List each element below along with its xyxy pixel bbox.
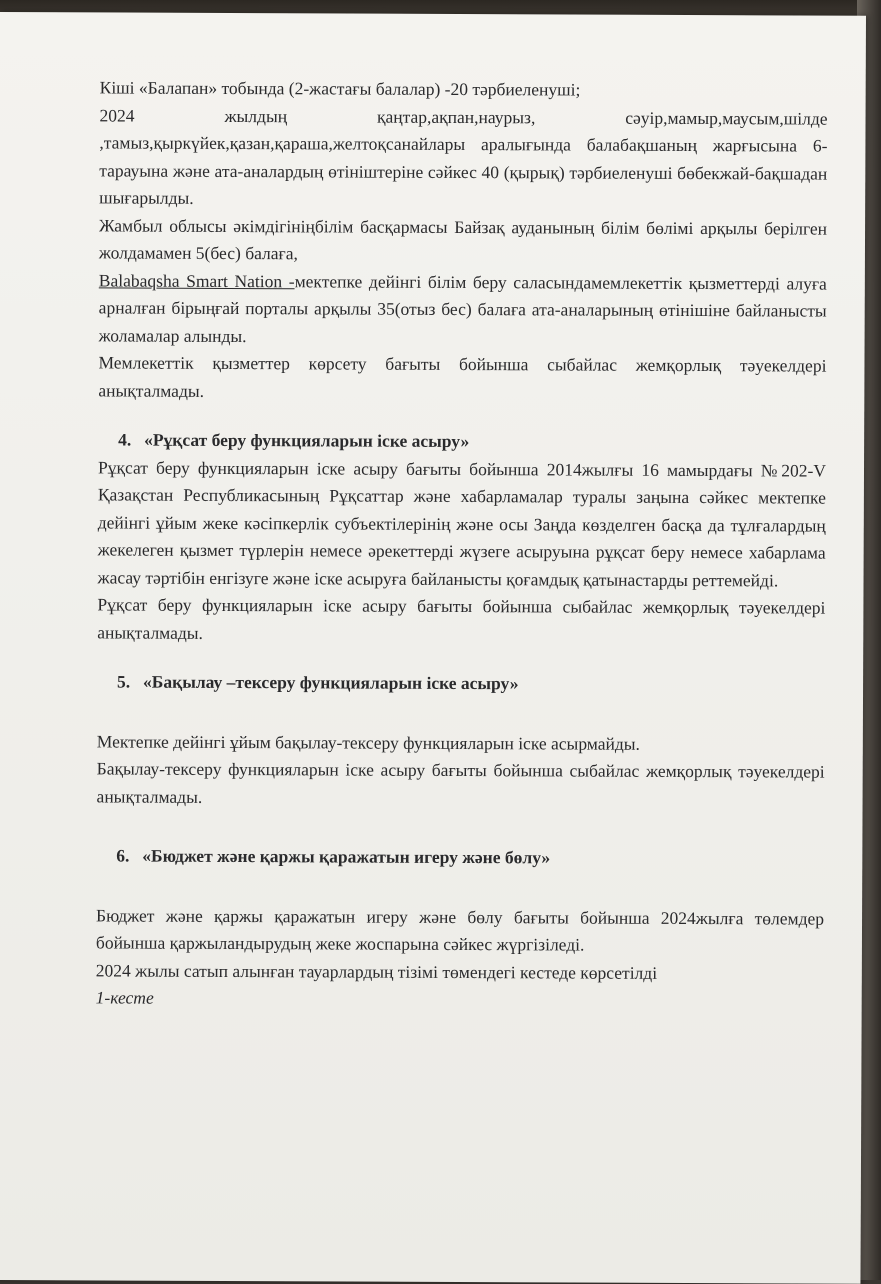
document-page <box>0 12 866 1284</box>
paragraph-group-count: Кіші «Балапан» тобында (2-жастағы балалар) -20 тәрбиеленуші; <box>99 77 581 100</box>
section-5-title: «Бақылау –тексеру функцияларын іске асыру» <box>143 671 519 694</box>
section-5-number: 5. <box>117 671 131 692</box>
spacer <box>97 646 825 671</box>
paragraph-risk-public-services: Мемлекеттік қызметтер көрсету бағыты бойынша сыбайлас жемқорлық тәуекелдері анықталмады. <box>98 352 827 401</box>
section-4-number: 4. <box>118 429 132 450</box>
portal-text: мектепке дейінгі білім беру саласындамемлекеттік қызметтерді алуға арналған бірыңғай порталы арқылы 35(отыз бес) балаға ата-аналарының өтінішіне байланысты жоламалар алынды. <box>98 270 827 346</box>
section-5-heading <box>97 668 825 699</box>
paragraph-portal <box>99 267 827 353</box>
section-4-heading <box>98 426 826 457</box>
spacer <box>97 696 825 731</box>
section-6-body: Бюджет және қаржы қаражатын игеру және бөлу бағыты бойынша 2024жылға төлемдер бойынша қаржыландырудың жеке жоспарына сәйкес жүргізіледі. <box>95 904 825 955</box>
section-5-risk: Бақылау-тексеру функцияларын іске асыру бағыты бойынша сыбайлас жемқорлық тәуекелдері анықталмады. <box>96 758 825 807</box>
spacer <box>96 810 824 845</box>
section-4-title: «Рұқсат беру функцияларын іске асыру» <box>144 429 470 452</box>
section-4-risk: Рұқсат беру функцияларын іске асыру бағыты бойынша сыбайлас жемқорлық тәуекелдері анықталмады. <box>97 594 826 643</box>
section-6-heading <box>96 842 824 873</box>
portal-name: Balabaqsha Smart Nation - <box>98 269 295 291</box>
spacer <box>96 870 824 905</box>
section-5-body: Мектепке дейінгі ұйым бақылау-тексеру функцияларын іске асырмайды. <box>96 730 641 754</box>
paragraph-referral: Жамбыл облысы әкімдігініңбілім басқармасы Байзақ ауданының білім бөлімі арқылы берілген жолдамамен 5(бес) балаға, <box>98 214 828 264</box>
spacer <box>98 404 826 429</box>
paragraph-discharged: 2024 жылдың қаңтар,ақпан,наурыз, сәуір,мамыр,маусым,шілде ,тамыз,қыркүйек,қазан,қараша,желтоқсанайлары аралығында балабақшаның жарғысына 6-тарауына және ата-аналардың өтініштеріне сәйкес 40 (қырық) тәрбиеленуші бөбекжай-бақшадан шығарылды. <box>99 104 828 208</box>
section-6-table-intro: 2024 жылы сатып алынған тауарлардың тізімі төмендегі кестеде көрсетілді <box>95 959 658 983</box>
table-caption: 1-кесте <box>95 987 154 1008</box>
section-4-body: Рұқсат беру функцияларын іске асыру бағыты бойынша 2014жылғы 16 мамырдағы №202-V Қазақстан Республикасының Рұқсаттар және хабарламалар туралы заңына сәйкес мектепке дейінгі ұйым жеке кәсіпкерлік субъектілерінің және осы Заңда көзделген басқа да тұлғалардың жекелеген қызмет түрлерін немесе әрекеттерді жүзеге асыруына рұқсат беру немесе хабарлама жасау тәртібін енгізуге және іске асыруға байланысты қоғамдық қатынастарды реттемейді. <box>97 456 827 590</box>
section-6-number: 6. <box>116 845 130 866</box>
section-6-title: «Бюджет және қаржы қаражатын игеру және бөлу» <box>142 845 551 868</box>
document-body <box>96 74 828 1015</box>
